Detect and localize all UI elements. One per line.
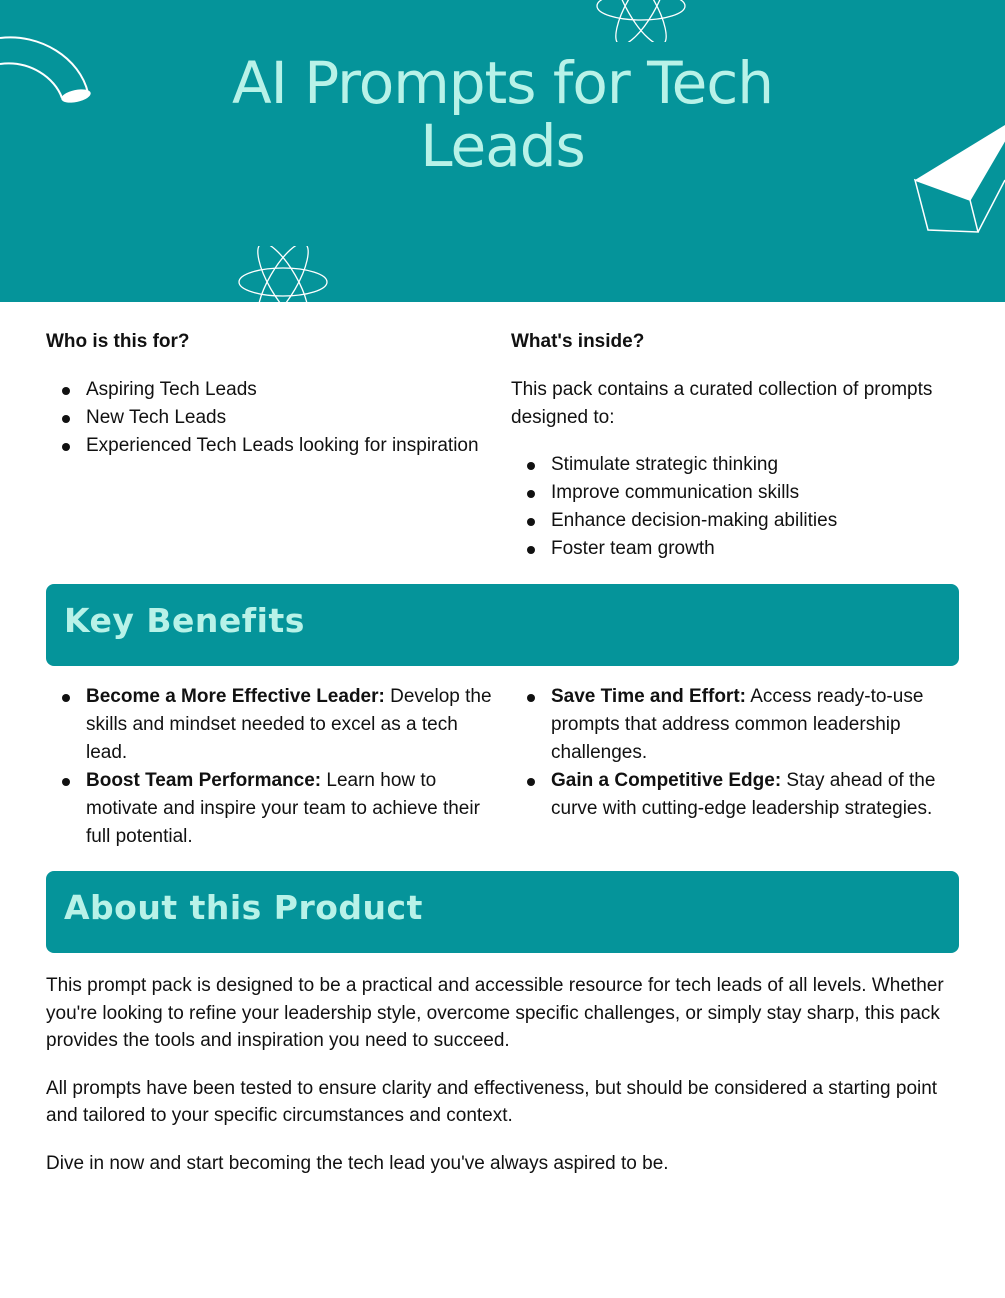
benefit-item — [46, 767, 498, 851]
list-item: Improve communication skills — [511, 479, 961, 507]
atom-decoration-icon — [234, 246, 332, 302]
about-paragraph: All prompts have been tested to ensure clarity and effectiveness, but should be considered a starting point and tailored to your specific circumstances and context. — [46, 1077, 938, 1126]
about-paragraph: Dive in now and start becoming the tech lead you've always aspired to be. — [46, 1152, 669, 1174]
about-paragraph: This prompt pack is designed to be a practical and accessible resource for tech leads of all levels. Whether you're looking to refine your leadership style, overcome specific challenges, or simply stay sharp, this pack provides the tools and inspiration you need to succeed. — [46, 975, 944, 1051]
contents-section — [511, 328, 961, 563]
atom-decoration-icon — [592, 0, 690, 42]
list-item: Aspiring Tech Leads — [46, 376, 496, 404]
list-item: New Tech Leads — [46, 404, 496, 432]
contents-intro: This pack contains a curated collection of prompts designed to: — [511, 379, 933, 428]
benefit-text: Learn how to motivate and inspire your team to achieve their full potential. — [86, 770, 480, 847]
benefit-item — [511, 767, 959, 823]
about-banner — [46, 871, 959, 953]
page-title — [0, 49, 1005, 180]
about-section — [46, 972, 946, 1197]
benefits-left — [46, 683, 498, 851]
contents-list — [511, 451, 961, 563]
benefit-title: Gain a Competitive Edge: — [551, 770, 782, 791]
about-heading: About this Product — [64, 888, 423, 927]
benefit-title: Become a More Effective Leader: — [86, 686, 385, 707]
key-benefits-heading: Key Benefits — [64, 601, 305, 640]
list-item: Experienced Tech Leads looking for inspiration — [46, 432, 496, 460]
list-item: Stimulate strategic thinking — [511, 451, 961, 479]
audience-heading: Who is this for? — [46, 331, 190, 352]
audience-list — [46, 376, 496, 460]
hero-header — [0, 0, 1005, 302]
benefit-text: Develop the skills and mindset needed to excel as a tech lead. — [86, 686, 492, 763]
benefit-title: Save Time and Effort: — [551, 686, 746, 707]
list-item: Enhance decision-making abilities — [511, 507, 961, 535]
benefit-title: Boost Team Performance: — [86, 770, 322, 791]
benefit-text: Stay ahead of the curve with cutting-edge leadership strategies. — [551, 770, 936, 819]
benefits-list — [46, 683, 498, 851]
benefit-item — [46, 683, 498, 767]
key-benefits-banner — [46, 584, 959, 666]
list-item: Foster team growth — [511, 535, 961, 563]
contents-heading: What's inside? — [511, 331, 645, 352]
benefit-item — [511, 683, 959, 767]
benefits-list — [511, 683, 959, 823]
title-line-2: Leads — [420, 112, 585, 180]
audience-section — [46, 328, 496, 460]
benefits-right — [511, 683, 959, 823]
benefit-text: Access ready-to-use prompts that address common leadership challenges. — [551, 686, 924, 763]
title-line-1: AI Prompts for Tech — [231, 49, 774, 117]
